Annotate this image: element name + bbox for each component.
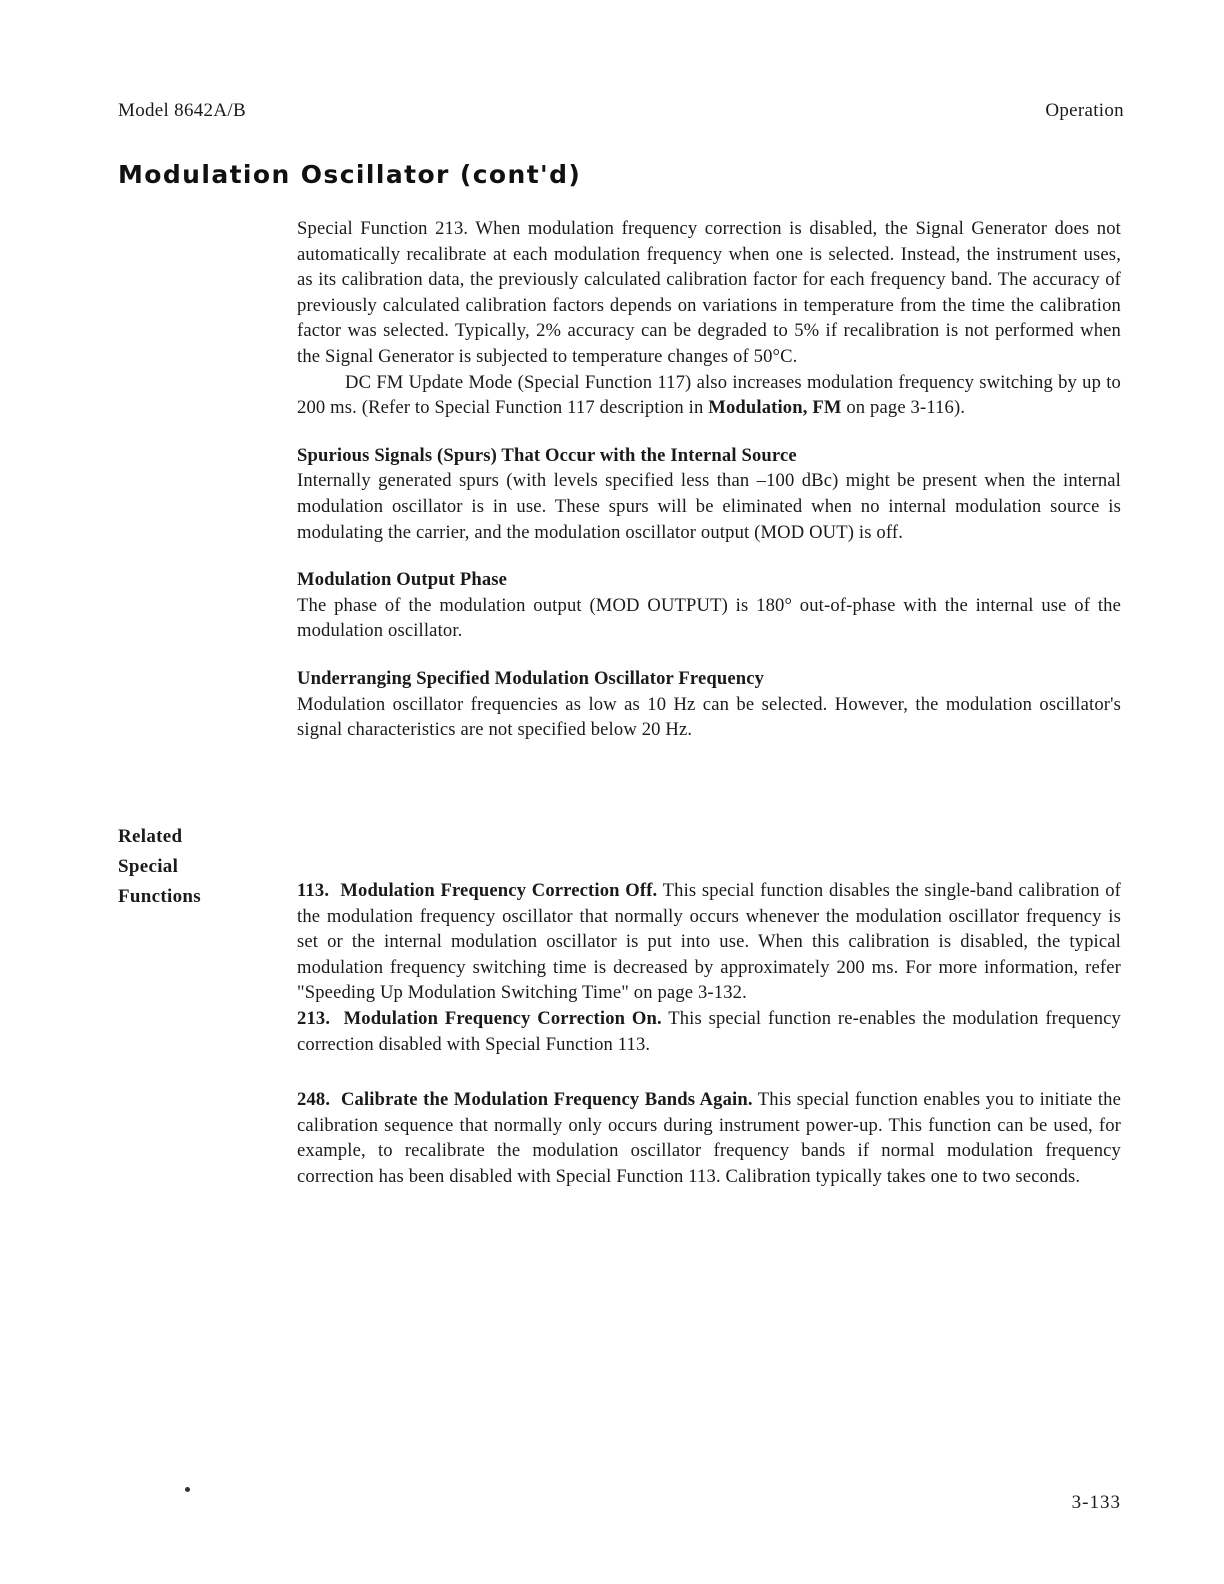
sf-248-text: This special function enables you to initiate the calibration sequence that normally only occurs during instrument power-up. This function can be used, for example, to recalibrate the modulation oscillator frequency bands if normal modulation frequency correction has been disabled with Special Function 113. Calibration typically takes one to two seconds. bbox=[297, 1089, 1121, 1187]
sf-213-name: Modulation Frequency Correction On. bbox=[343, 1007, 662, 1029]
subheading-modulation-output-phase: Modulation Output Phase bbox=[297, 569, 508, 591]
para2-text-pre: DC FM Update Mode (Special Function 117) also increases modulation frequency switching by up to 200 ms. (Refer to Special Function 117 description in bbox=[297, 371, 1121, 419]
special-function-113 bbox=[297, 878, 1121, 1006]
para2-text-post: on page 3-116). bbox=[841, 397, 966, 419]
subheading-spurious-signals: Spurious Signals (Spurs) That Occur with the Internal Source bbox=[297, 444, 797, 466]
header-section: Operation bbox=[1045, 100, 1124, 121]
paragraph-modulation-output-phase: The phase of the modulation output (MOD OUTPUT) is 180° out-of-phase with the internal use of the modulation oscillator. bbox=[297, 594, 1121, 642]
sf-113-name: Modulation Frequency Correction Off. bbox=[340, 880, 658, 901]
page-title: Modulation Oscillator (cont'd) bbox=[118, 160, 582, 189]
side-label-line-1: Related bbox=[118, 826, 183, 847]
paragraph-special-function-213: Special Function 213. When modulation frequency correction is disabled, the Signal Generator does not automatically recalibrate at each modulation frequency when one is selected. Instead, the instrument uses, as its calibration data, the previously calculated calibration factor for each frequency band. The accuracy of previously calculated calibration factors depends on variations in temperature from the time the calibration factor was selected. Typically, 2% accuracy can be degraded to 5% if recalibration is not performed when the Signal Generator is subjected to temperature changes of 50°C. bbox=[297, 218, 1121, 367]
sf-213-text: This special function re-enables the modulation frequency correction disabled with Special Function 113. bbox=[297, 1007, 1121, 1055]
side-label-line-2: Special bbox=[118, 856, 179, 877]
paragraph-underranging: Modulation oscillator frequencies as low as 10 Hz can be selected. However, the modulation oscillator's signal characteristics are not specified below 20 Hz. bbox=[297, 693, 1121, 741]
sf-113-number: 113. bbox=[297, 880, 330, 901]
sf-248-number: 248. bbox=[297, 1089, 331, 1111]
para2-bold-reference: Modulation, FM bbox=[708, 397, 842, 419]
side-label-line-3: Functions bbox=[118, 886, 201, 907]
sf-113-text: This special function disables the single-band calibration of the modulation frequency oscillator that normally occurs whenever the modulation oscillator frequency is set or the internal modulation oscillator is put into use. When this calibration is disabled, the typical modulation frequency switching time is decreased by approximately 200 ms. For more information, refer "Speeding Up Modulation Switching Time" on page 3-132. bbox=[297, 880, 1121, 1004]
special-function-213 bbox=[297, 1006, 1121, 1057]
paragraph-spurious-signals: Internally generated spurs (with levels specified less than –100 dBc) might be present when the internal modulation oscillator is in use. These spurs will be eliminated when no internal modulation source is modulating the carrier, and the modulation oscillator output (MOD OUT) is off. bbox=[297, 470, 1121, 543]
page-header bbox=[118, 100, 1124, 122]
sf-248-name: Calibrate the Modulation Frequency Bands Again. bbox=[340, 1089, 753, 1111]
page-number: 3-133 bbox=[1071, 1492, 1121, 1513]
sf-213-number: 213. bbox=[297, 1007, 331, 1029]
special-function-248 bbox=[297, 1087, 1121, 1189]
paragraph-dc-fm-update-mode bbox=[297, 370, 1121, 421]
subheading-underranging: Underranging Specified Modulation Oscillator Frequency bbox=[297, 667, 765, 689]
main-body bbox=[297, 216, 1121, 743]
side-label-related-special-functions bbox=[118, 822, 201, 912]
print-registration-mark bbox=[185, 1487, 190, 1492]
special-functions-list bbox=[297, 878, 1121, 1190]
header-model: Model 8642A/B bbox=[118, 100, 246, 121]
